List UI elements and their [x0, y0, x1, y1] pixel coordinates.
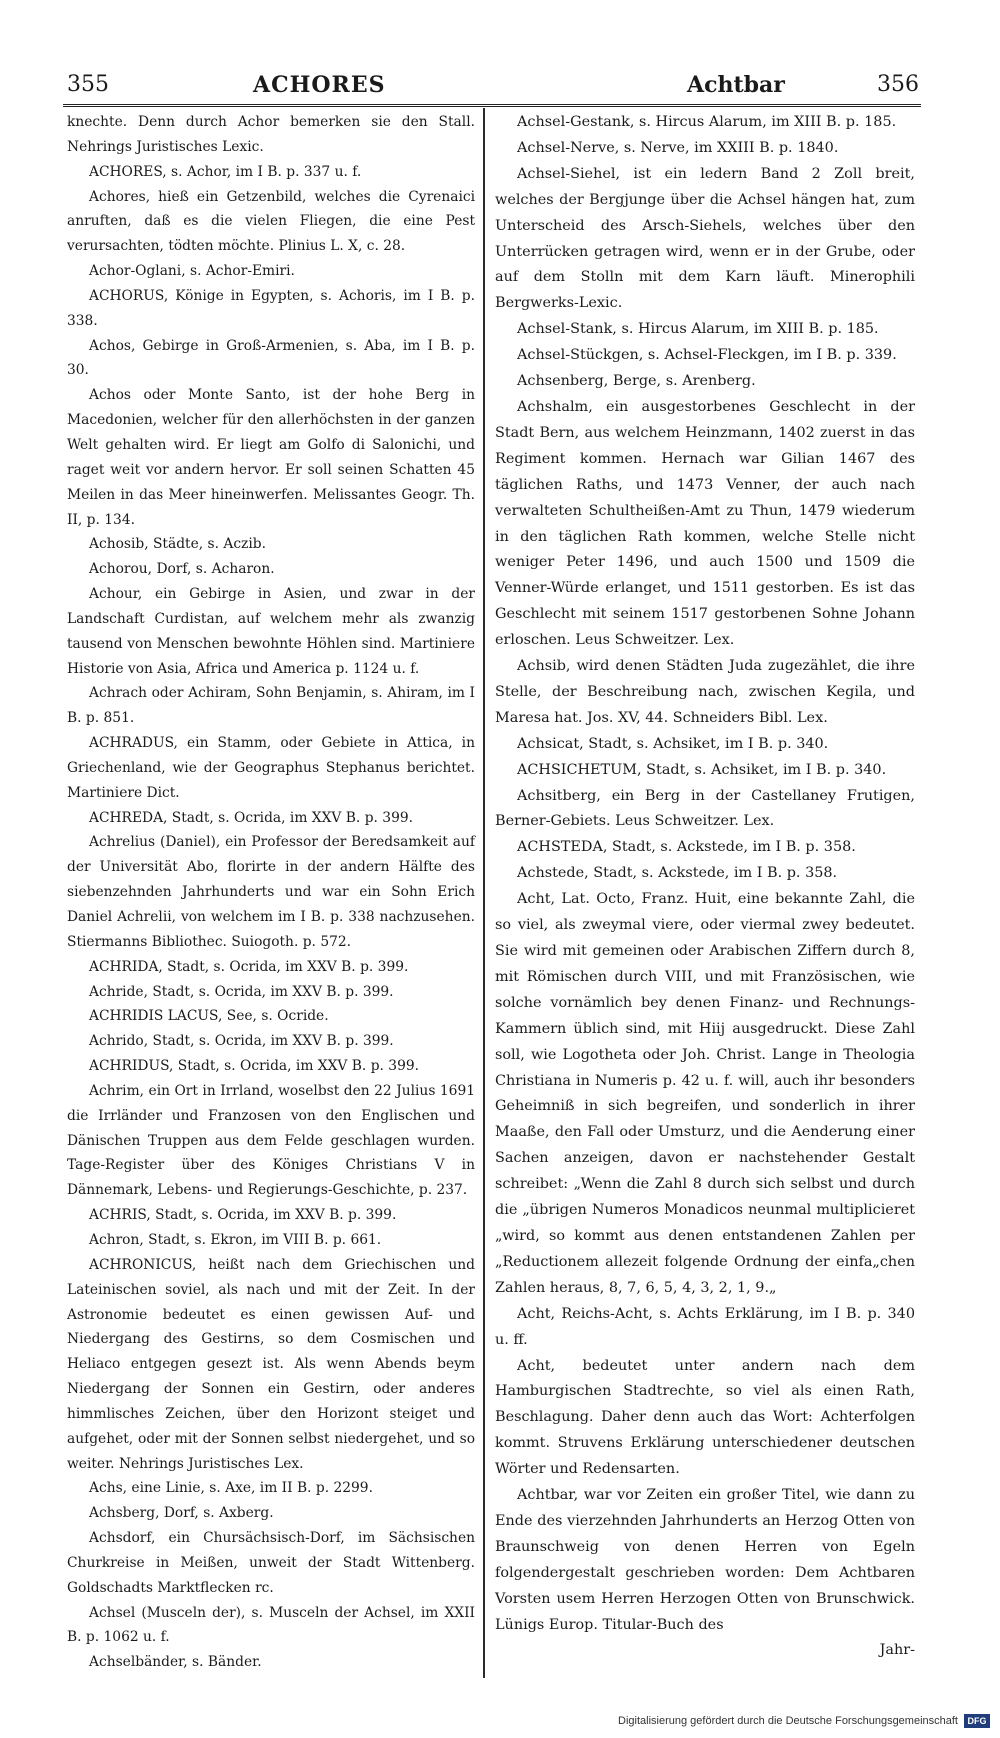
entry: ACHREDA, Stadt, s. Ocrida, im XXV B. p. 399.	[89, 809, 414, 826]
entry: Achsel-Siehel, ist ein ledern Band 2 Zoll breit, welches der Bergjunge über die Achsel hängen hat, zum Unterscheid des Arsch-Siehels, welches über den Unterrücken getragen wird, wenn er in der Grube, oder auf dem Stolln mit dem Karn läuft. Minerophili Bergwerks-Lexic.	[495, 165, 915, 312]
catchword-left: ACHORES	[253, 72, 386, 98]
entry: Achsel-Stank, s. Hircus Alarum, im XIII B. p. 185.	[517, 321, 879, 338]
entry: Achselbänder, s. Bänder.	[89, 1654, 262, 1671]
entry: Achtbar, war vor Zeiten ein großer Titel, wie dann zu Ende des vierzehnden Jahrhunderts an Herzog Otten von Braunschweig von denen Herren von Egeln folgendergestalt geschrieben worden: Dem Achtbaren Vorsten usem Herren Herzogen Otten von Brunschwick. Lünigs Europ. Titular-Buch des	[495, 1487, 915, 1633]
entry: Achos oder Monte Santo, ist der hohe Berg in Macedonien, welcher für den allerhöchsten in der ganzen Welt gehalten wird. Er liegt am Golfo di Salonichi, und raget weit vor andern hervor. Er soll seinen Schatten 45 Meilen in das Meer hineinwerfen. Melissantes Geogr. Th. II, p. 134.	[67, 387, 475, 528]
entry: Achsdorf, ein Chursächsisch-Dorf, im Sächsischen Churkreise in Meißen, unweit der Stadt Wittenberg. Goldschadts Marktflecken rc.	[67, 1530, 475, 1596]
catchword-right: Achtbar	[687, 72, 785, 98]
entry: Achsel-Stückgen, s. Achsel-Fleckgen, im I B. p. 339.	[517, 347, 897, 364]
right-column	[495, 110, 915, 1664]
entry: Acht, Reichs-Acht, s. Achts Erklärung, im I B. p. 340 u. ff.	[495, 1305, 915, 1348]
entry: Achor-Oglani, s. Achor-Emiri.	[89, 263, 295, 280]
entry: Achsel-Gestank, s. Hircus Alarum, im XIII B. p. 185.	[517, 114, 897, 130]
entry: Achsitberg, ein Berg in der Castellaney Frutigen, Berner-Gebiets. Leus Schweitzer. Lex.	[495, 787, 915, 830]
header-rule	[63, 104, 921, 107]
dfg-logo-icon: DFG	[964, 1714, 990, 1728]
entry: Achstede, Stadt, s. Ackstede, im I B. p. 358.	[517, 865, 838, 882]
entry: Achron, Stadt, s. Ekron, im VIII B. p. 661.	[89, 1231, 382, 1248]
entry: Achrim, ein Ort in Irrland, woselbst den 22 Julius 1691 die Irrländer und Franzosen von den Englischen und Dänischen Truppen aus dem Felde geschlagen wurden. Tage-Register über des Königes Christians V in Dännemark, Lebens- und Regierungs-Geschichte, p. 237.	[67, 1082, 475, 1199]
footer-credit: Digitalisierung gefördert durch die Deutsche Forschungsgemeinschaft	[618, 1715, 958, 1727]
entry: knechte. Denn durch Achor bemerken sie den Stall. Nehrings Juristisches Lexic.	[67, 114, 475, 155]
page-catchword: Jahr-	[879, 1642, 915, 1659]
entry: Acht, bedeutet unter andern nach dem Hamburgischen Stadtrechte, so viel als einen Rath, Beschlagung. Daher denn auch das Wort: Achterfolgen kommt. Struvens Erklärung unterschiedener deutschen Wörter und Redensarten.	[495, 1357, 915, 1478]
entry: ACHRIS, Stadt, s. Ocrida, im XXV B. p. 399.	[89, 1207, 397, 1224]
running-header	[63, 68, 921, 106]
entry: Achorou, Dorf, s. Acharon.	[89, 561, 275, 578]
entry: Achrelius (Daniel), ein Professor der Beredsamkeit auf der Universität Abo, florirte in der andern Hälfte des siebenzehnden Jahrhunderts und war ein Sohn Erich Daniel Achrelii, von welchem im I B. p. 338 nachzusehen. Stiermanns Bibliothec. Suiogoth. p. 572.	[67, 834, 475, 950]
entry: Achs, eine Linie, s. Axe, im II B. p. 2299.	[89, 1480, 373, 1497]
entry: ACHRIDIS LACUS, See, s. Ocride.	[89, 1008, 329, 1025]
entry: Achos, Gebirge in Groß-Armenien, s. Aba, im I B. p. 30.	[67, 337, 475, 379]
entry: ACHRADUS, ein Stamm, oder Gebiete in Attica, in Griechenland, wie der Geographus Stephanus berichtet. Martiniere Dict.	[67, 735, 475, 801]
entry: Achsberg, Dorf, s. Axberg.	[89, 1505, 274, 1522]
entry: Achrach oder Achiram, Sohn Benjamin, s. Ahiram, im I B. p. 851.	[67, 685, 475, 727]
column-divider	[483, 108, 485, 1678]
entry: ACHSICHETUM, Stadt, s. Achsiket, im I B. p. 340.	[517, 761, 887, 778]
entry: Achsel-Nerve, s. Nerve, im XXIII B. p. 1840.	[517, 139, 839, 156]
entry: Achsicat, Stadt, s. Achsiket, im I B. p. 340.	[517, 735, 829, 752]
entry: Achsib, wird denen Städten Juda zugezählet, die ihre Stelle, der Beschreibung nach, zwischen Kegila, und Maresa hat. Jos. XV, 44. Schneiders Bibl. Lex.	[495, 658, 915, 726]
entry: ACHORES, s. Achor, im I B. p. 337 u. f.	[89, 163, 362, 180]
entry: Achsenberg, Berge, s. Arenberg.	[517, 373, 756, 390]
entry: Achores, hieß ein Getzenbild, welches die Cyrenaici anruften, daß es die vielen Fliegen, die eine Pest verursachten, tödten möchte. Plinius L. X, c. 28.	[67, 188, 475, 255]
entry: Achsel (Musceln der), s. Musceln der Achsel, im XXII B. p. 1062 u. f.	[67, 1604, 475, 1646]
entry: ACHSTEDA, Stadt, s. Ackstede, im I B. p. 358.	[517, 839, 856, 856]
entry: ACHRONICUS, heißt nach dem Griechischen und Lateinischen soviel, als nach und mit der Zeit. In der Astronomie bedeutet es einen gewissen Auf- und Niedergang des Gestirns, so dem Cosmischen und Heliaco entgegen gesezt ist. Als wenn Abends beym Niedergang der Sonnen ein Gestirn, oder anderes himmlisches Zeichen, über den Horizont steiget und aufgehet, oder mit der Sonnen selbst niedergehet, und so weiter. Nehrings Juristisches Lex.	[67, 1256, 475, 1472]
page-number-left: 355	[67, 72, 109, 97]
entry: ACHORUS, Könige in Egypten, s. Achoris, im I B. p. 338.	[67, 287, 475, 329]
left-column	[67, 110, 475, 1675]
page-number-right: 356	[877, 72, 919, 97]
entry: Achrido, Stadt, s. Ocrida, im XXV B. p. 399.	[89, 1033, 394, 1050]
entry: Acht, Lat. Octo, Franz. Huit, eine bekannte Zahl, die so viel, als zweymal viere, oder viermal zwey bedeutet. Sie wird mit gemeinen oder Arabischen Ziffern durch 8, mit Römischen durch VIII, und mit Französischen, wie solche vornämlich bey denen Finanz- und Rechnungs-Kammern üblich sind, mit Hiij ausgedruckt. Diese Zahl soll, wie Logotheta oder Joh. Christ. Lange in Theologia Christiana in Numeris p. 42 u. f. will, auch ihr besonders Geheimniß in sich begreifen, und sonderlich in ihrer Maaße, den Fall oder Umsturz, und die Aenderung einer Sachen anzeigen, davon er nachstehender Gestalt schreibet: „Wenn die Zahl 8 durch sich selbst und durch die „übrigen Numeros Monadicos neunmal multiplicieret „wird, so kommt aus denen entstandenen Zahlen per „Reductionem allezeit folgende Ordnung der einfa„chen Zahlen heraus, 8, 7, 6, 5, 4, 3, 2, 1, 9.„	[495, 891, 915, 1296]
entry: Achour, ein Gebirge in Asien, und zwar in der Landschaft Curdistan, auf welchem mehr als zwanzig tausend von Menschen bewohnte Höhlen sind. Martiniere Historie von Asia, Africa und America p. 1124 u. f.	[67, 586, 475, 677]
entry: Achshalm, ein ausgestorbenes Geschlecht in der Stadt Bern, aus welchem Heinzmann, 1402 zuerst in das Regiment kommen. Hernach war Gilian 1467 des täglichen Raths, und 1473 Venner, der auch nach verwalteten Schultheißen-Amt zu Thun, 1479 wiederum in den täglichen Rath kommen, welche Stelle nicht weniger Peter 1496, und auch 1500 und 1509 die Venner-Würde erlanget, und 1511 gestorben. Es ist das Geschlecht mit seinem 1517 gestorbenen Sohne Johann erloschen. Leus Schweitzer. Lex.	[495, 398, 915, 649]
entry: ACHRIDA, Stadt, s. Ocrida, im XXV B. p. 399.	[89, 958, 409, 975]
footer	[618, 1714, 990, 1728]
entry: Achosib, Städte, s. Aczib.	[89, 536, 266, 553]
entry: ACHRIDUS, Stadt, s. Ocrida, im XXV B. p. 399.	[89, 1058, 420, 1075]
document-page	[63, 68, 921, 1723]
entry: Achride, Stadt, s. Ocrida, im XXV B. p. 399.	[89, 983, 394, 1000]
